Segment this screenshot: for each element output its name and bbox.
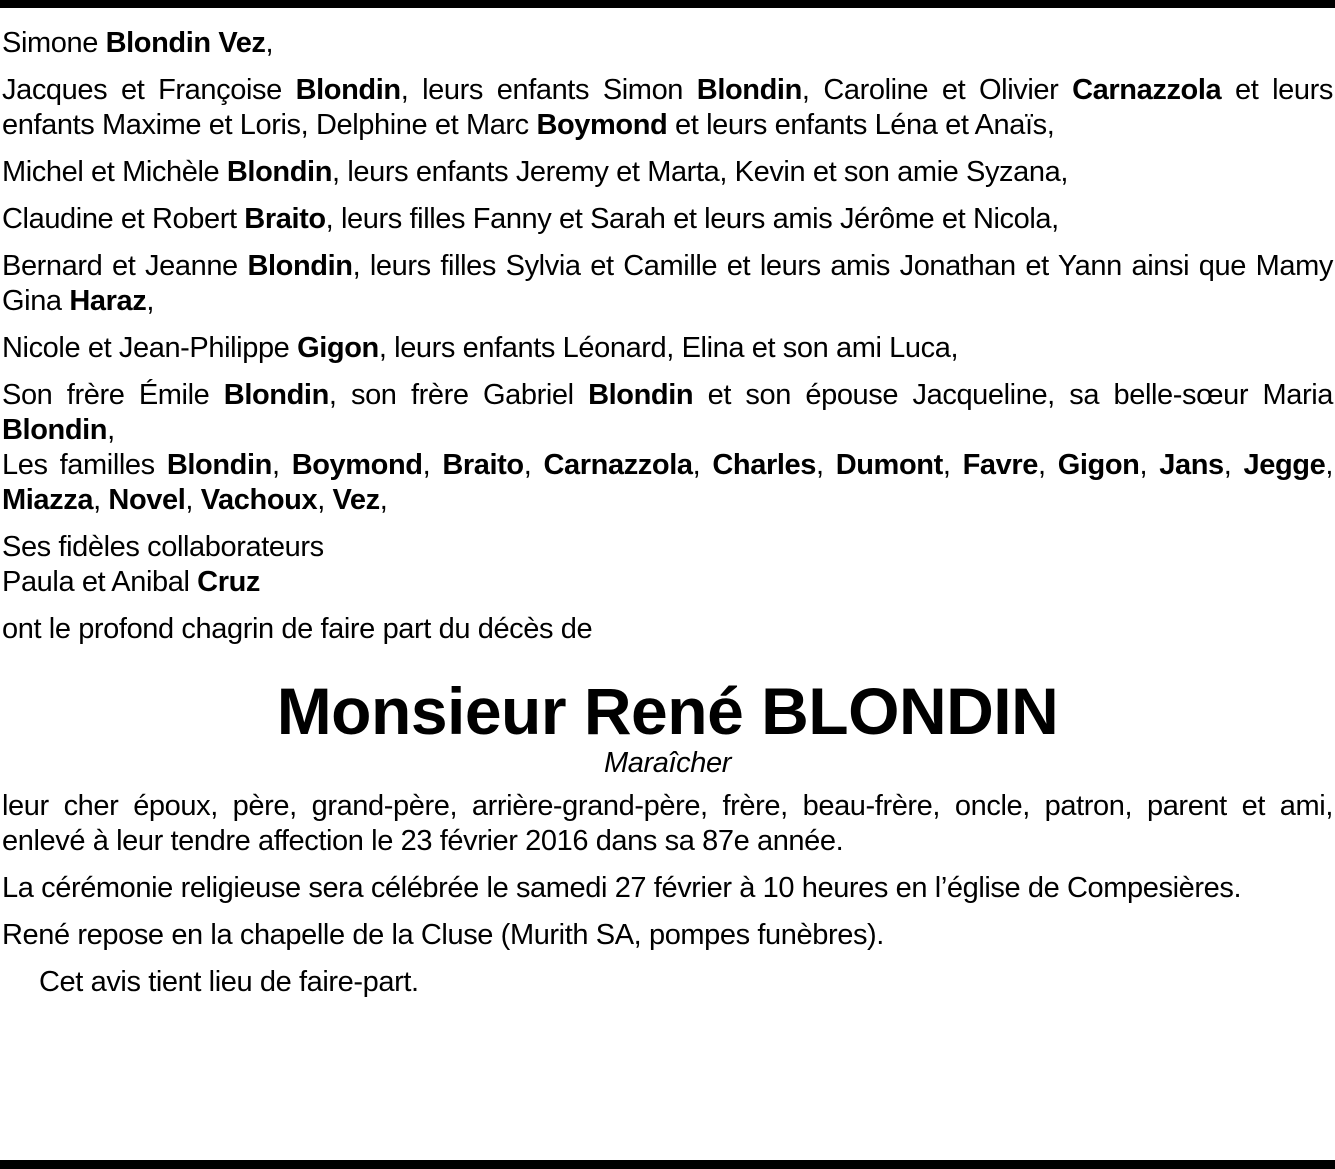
announcement-text: ont le profond chagrin de faire part du décès de — [2, 613, 593, 645]
surname: Blondin — [2, 414, 108, 446]
families-list — [2, 449, 1333, 516]
family-surname: Braito — [442, 449, 524, 481]
separator: , — [93, 484, 109, 516]
separator: , — [523, 449, 544, 481]
deceased-name: Monsieur René BLONDIN — [276, 674, 1059, 748]
surname: Blondin — [247, 250, 353, 282]
bottom-rule — [0, 1160, 1335, 1169]
separator: , — [379, 484, 388, 516]
separator: , — [942, 449, 963, 481]
family-line-bernard: Bernard et Jeanne Blondin, leurs filles Sylvia et Camille et leurs amis Jonathan et Yann ainsi que Mamy Gina Haraz, — [2, 250, 1333, 317]
details-repose: René repose en la chapelle de la Cluse (Murith SA, pompes funèbres). — [2, 919, 884, 951]
surname: Blondin — [295, 74, 401, 106]
surname: Carnazzola — [1072, 74, 1222, 106]
family-line-collaborators: Ses fidèles collaborateurs Paula et Anibal Cruz — [2, 531, 324, 598]
obituary-notice — [2, 26, 1333, 1012]
separator: , — [317, 484, 333, 516]
closing-note: Cet avis tient lieu de faire-part. — [39, 966, 419, 998]
separator: , — [815, 449, 836, 481]
separator: , — [185, 484, 201, 516]
family-surname: Blondin — [166, 449, 272, 481]
family-surname: Miazza — [2, 484, 94, 516]
surname: Braito — [244, 203, 326, 235]
family-surname: Vachoux — [200, 484, 318, 516]
surname: Blondin — [223, 379, 329, 411]
separator: , — [271, 449, 292, 481]
separator: , — [692, 449, 713, 481]
family-surname: Carnazzola — [543, 449, 693, 481]
separator: , — [1325, 449, 1333, 481]
surname: Blondin — [226, 156, 333, 188]
surname: Haraz — [69, 285, 147, 317]
family-surname: Jans — [1159, 449, 1224, 481]
family-surname: Dumont — [835, 449, 943, 481]
separator: , — [1139, 449, 1160, 481]
family-line-claudine: Claudine et Robert Braito, leurs filles Fanny et Sarah et leurs amis Jérôme et Nicola, — [2, 203, 1059, 235]
surname: Blondin Vez — [105, 27, 266, 59]
separator: , — [422, 449, 443, 481]
surname: Boymond — [536, 109, 668, 141]
deceased-profession: Maraîcher — [604, 747, 731, 779]
surname: Blondin — [588, 379, 694, 411]
family-surname: Novel — [108, 484, 186, 516]
family-line-nicole: Nicole et Jean-Philippe Gigon, leurs enfants Léonard, Elina et son ami Luca, — [2, 332, 959, 364]
details-ceremony: La cérémonie religieuse sera célébrée le samedi 27 février à 10 heures en l’église de Compesières. — [2, 872, 1242, 904]
separator: , — [1223, 449, 1244, 481]
family-line-michel: Michel et Michèle Blondin, leurs enfants Jeremy et Marta, Kevin et son amie Syzana, — [2, 156, 1068, 188]
family-surname: Gigon — [1057, 449, 1140, 481]
surname: Gigon — [297, 332, 379, 364]
family-line-jacques: Jacques et Françoise Blondin, leurs enfants Simon Blondin, Caroline et Olivier Carnazzola et leurs enfants Maxime et Loris, Delphine et Marc Boymond et leurs enfants Léna et Anaïs, — [2, 74, 1333, 141]
surname: Cruz — [197, 566, 260, 598]
family-surname: Jegge — [1243, 449, 1326, 481]
family-line-simone: Simone Blondin Vez, — [2, 27, 274, 59]
separator: , — [1037, 449, 1058, 481]
details-relationship: leur cher époux, père, grand-père, arrière-grand-père, frère, beau-frère, oncle, patron, parent et ami, enlevé à leur tendre affection le 23 février 2016 dans sa 87e année. — [2, 790, 1333, 857]
surname: Blondin — [696, 74, 802, 106]
family-line-families: Les familles Blondin, Boymond, Braito, Carnazzola, Charles, Dumont, Favre, Gigon, Jans, Jegge, Miazza, Novel, Vachoux, Vez, — [2, 449, 1333, 516]
family-surname: Favre — [962, 449, 1038, 481]
family-line-brothers: Son frère Émile Blondin, son frère Gabriel Blondin et son épouse Jacqueline, sa belle-sœur Maria Blondin, — [2, 379, 1333, 446]
family-surname: Boymond — [291, 449, 423, 481]
family-surname: Vez — [332, 484, 380, 516]
family-surname: Charles — [712, 449, 816, 481]
top-rule — [0, 0, 1335, 8]
